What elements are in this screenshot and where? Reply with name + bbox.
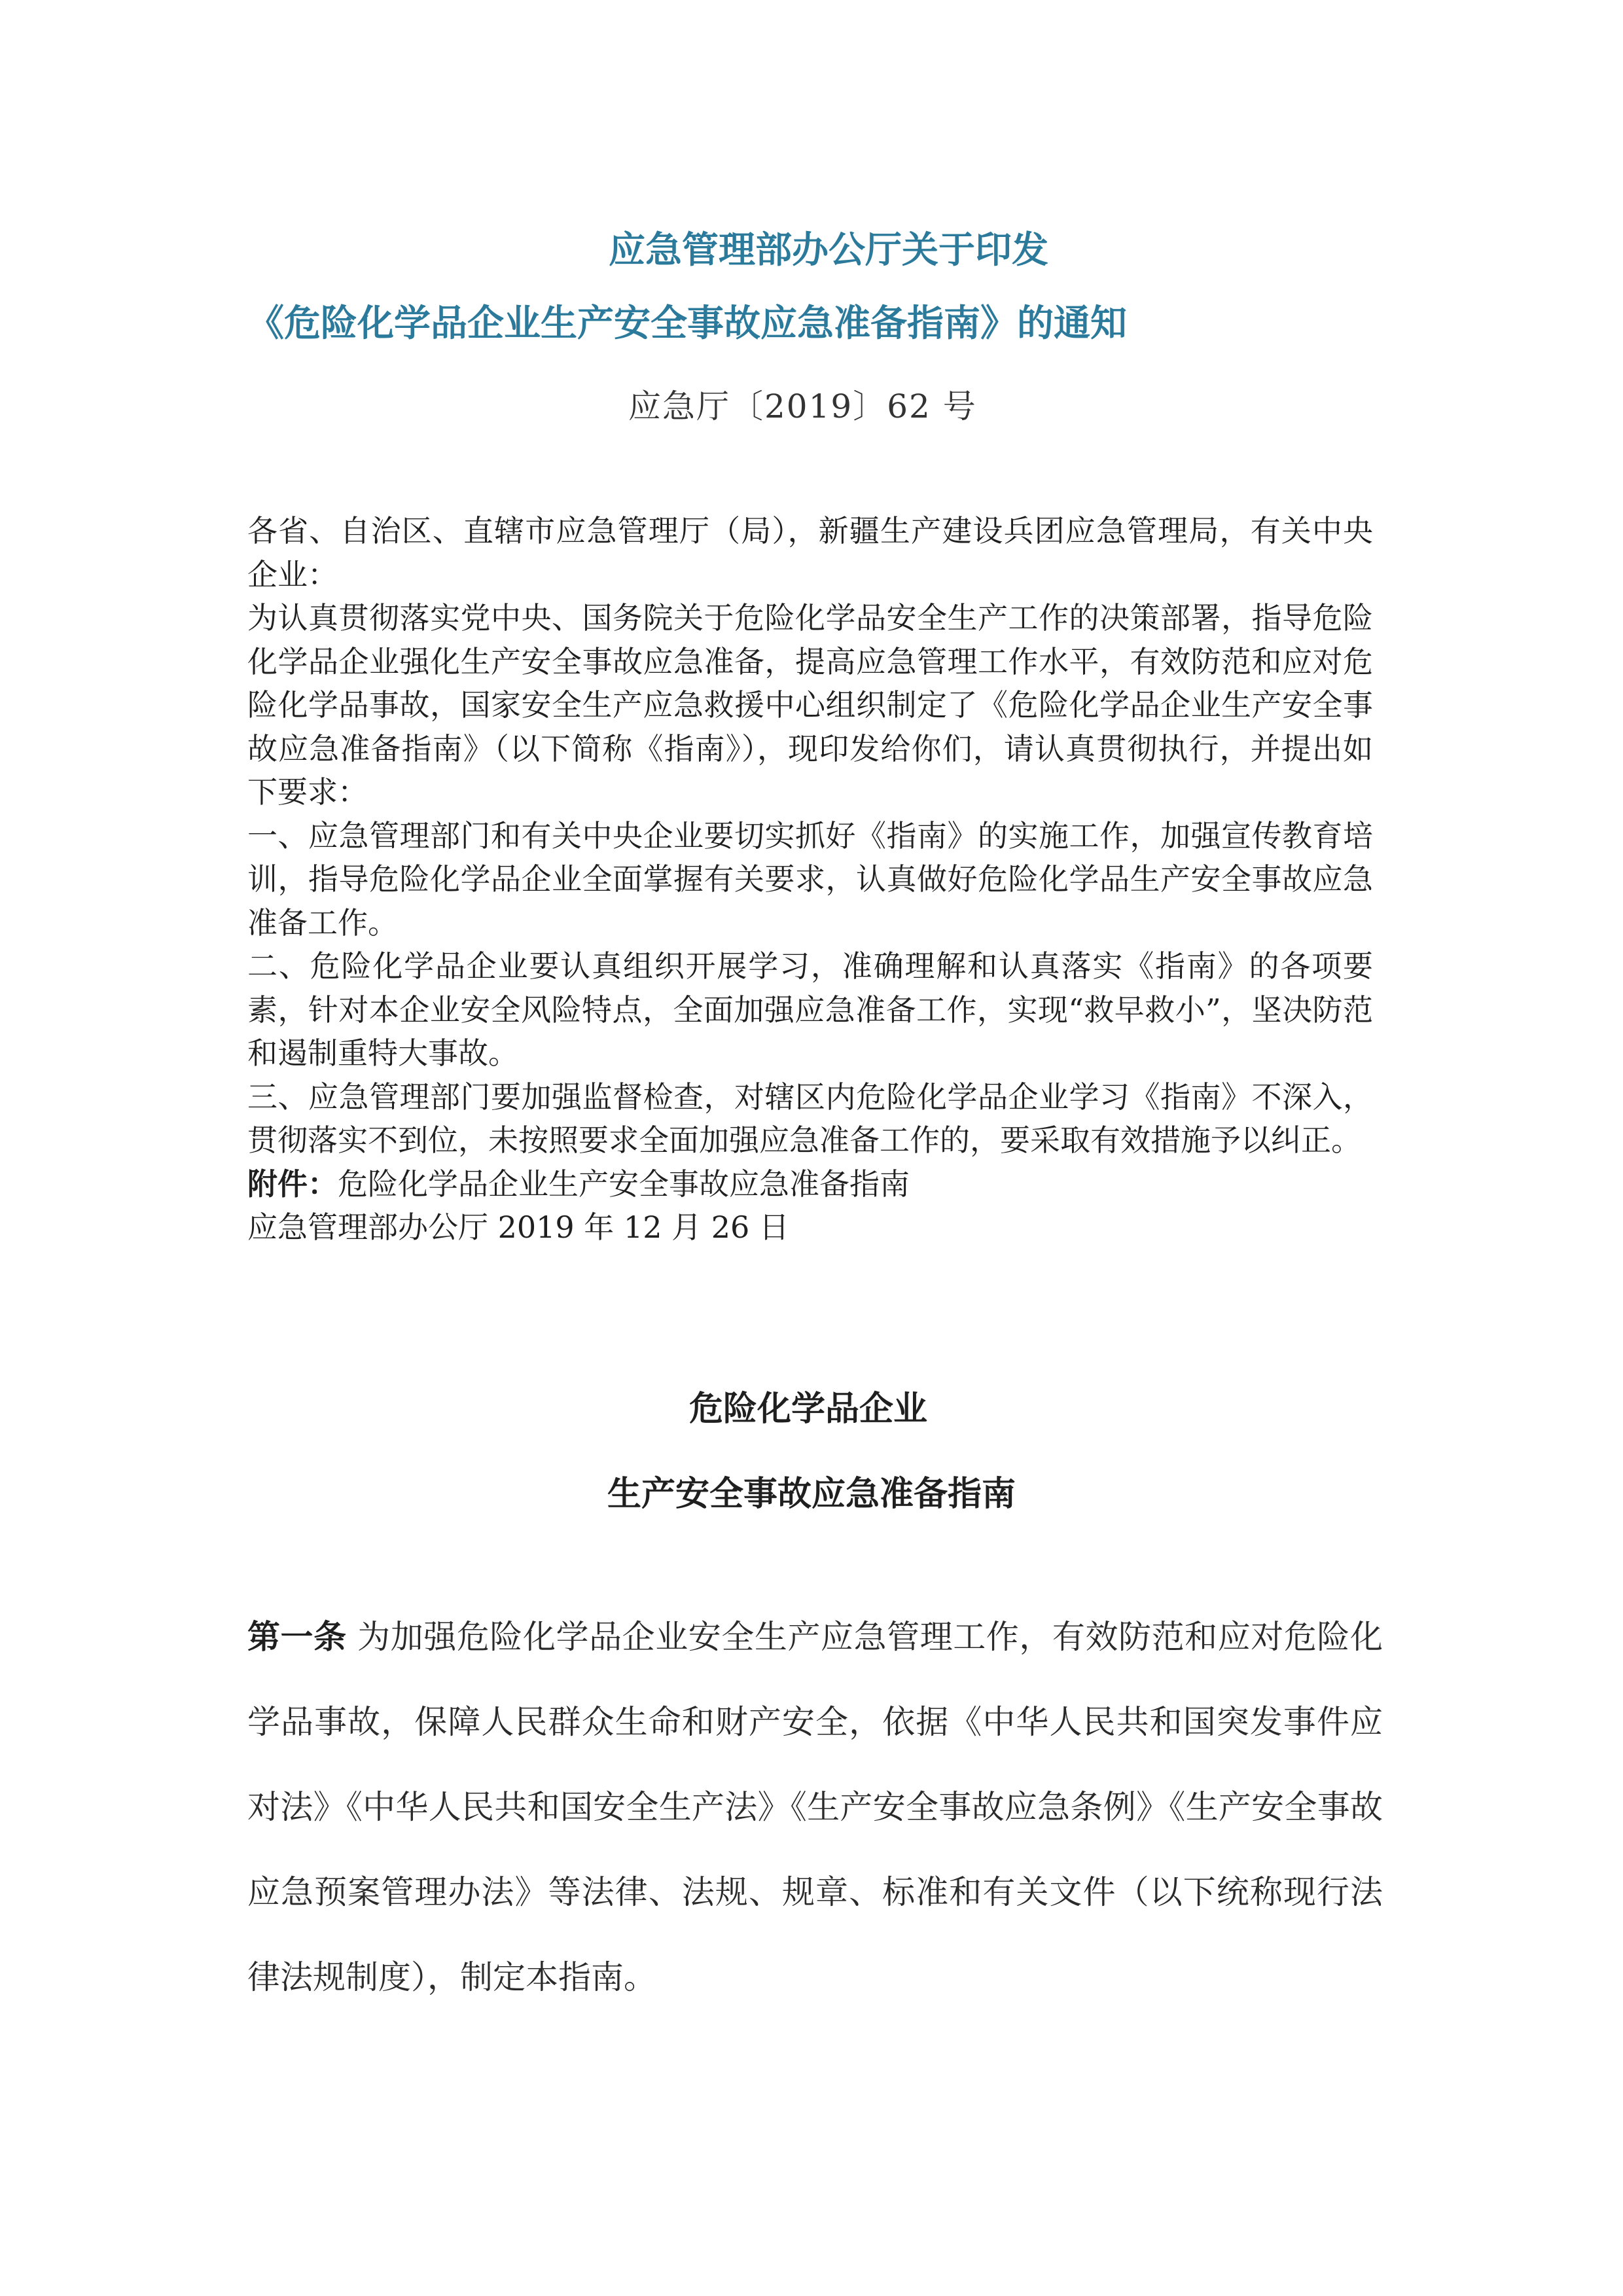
- signature-line: 应急管理部办公厅 2019 年 12 月 26 日: [247, 1210, 789, 1245]
- addressee: 各省、自治区、直辖市应急管理厅（局），新疆生产建设兵团应急管理局，有关中央企业：: [247, 513, 1373, 592]
- guide-title-line-2: 生产安全事故应急准备指南: [607, 1475, 1016, 1514]
- article-1: [247, 1594, 1383, 2020]
- guide-title-line-1: 危险化学品企业: [688, 1390, 927, 1429]
- notice-title-line-2: 《危险化学品企业生产安全事故应急准备指南》的通知: [247, 302, 1127, 345]
- requirement-3: 三、应急管理部门要加强监督检查，对辖区内危险化学品企业学习《指南》不深入，贯彻落实不到位，未按照要求全面加强应急准备工作的，要采取有效措施予以纠正。: [247, 1079, 1373, 1158]
- attachment-line: [247, 1162, 1373, 1206]
- document-number: 应急厅〔2019〕62 号: [628, 387, 977, 425]
- article-1-label: 第一条: [247, 1618, 347, 1656]
- requirement-1: 一、应急管理部门和有关中央企业要切实抓好《指南》的实施工作，加强宣传教育培训，指导危险化学品企业全面掌握有关要求，认真做好危险化学品生产安全事故应急准备工作。: [247, 817, 1373, 941]
- attachment-label: 附件：: [247, 1166, 338, 1202]
- notice-title-line-1: 应急管理部办公厅关于印发: [609, 229, 1048, 272]
- requirement-2: 二、危险化学品企业要认真组织开展学习，准确理解和认真落实《指南》的各项要素，针对本企业安全风险特点，全面加强应急准备工作，实现“救早救小”，坚决防范和遏制重特大事故。: [247, 948, 1373, 1071]
- article-1-text: 为加强危险化学品企业安全生产应急管理工作，有效防范和应对危险化学品事故，保障人民群众生命和财产安全，依据《中华人民共和国突发事件应对法》《中华人民共和国安全生产法》《生产安全事故应急条例》《生产安全事故应急预案管理办法》等法律、法规、规章、标准和有关文件（以下统称现行法律法规制度），制定本指南。: [247, 1618, 1383, 1996]
- notice-intro: 为认真贯彻落实党中央、国务院关于危险化学品安全生产工作的决策部署，指导危险化学品企业强化生产安全事故应急准备，提高应急管理工作水平，有效防范和应对危险化学品事故，国家安全生产应急救援中心组织制定了《危险化学品企业生产安全事故应急准备指南》（以下简称《指南》），现印发给你们，请认真贯彻执行，并提出如下要求：: [247, 600, 1373, 810]
- notice-body: [247, 509, 1373, 1249]
- attachment-text: 危险化学品企业生产安全事故应急准备指南: [338, 1166, 910, 1202]
